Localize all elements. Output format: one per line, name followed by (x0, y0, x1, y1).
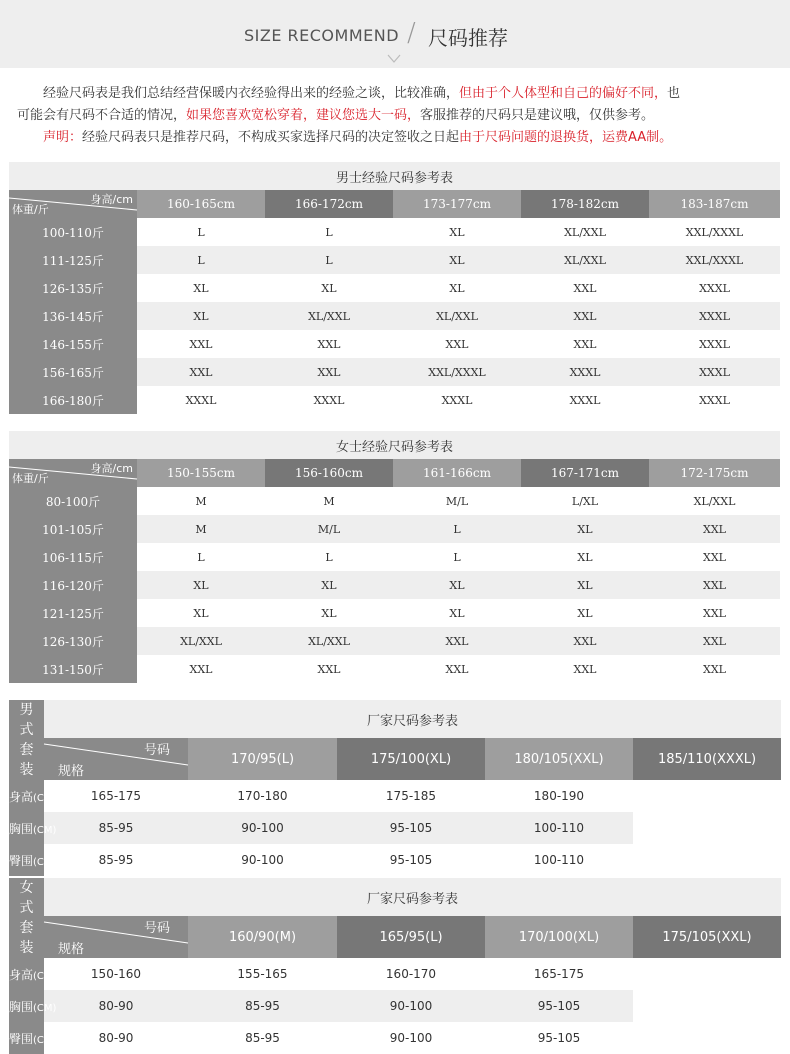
side-char: 男 (19, 702, 34, 718)
corner-height-label: 身高/cm (90, 193, 133, 206)
intro-highlight: 如果您喜欢宽松穿着，建议您选大一码， (186, 108, 421, 123)
column-header: 175/100(XL) (337, 738, 485, 780)
table-row (9, 302, 780, 330)
column-header: 178-182cm (521, 190, 649, 218)
size-cell: XXL (393, 330, 521, 358)
size-cell: XL/XXL (393, 302, 521, 330)
size-cell: XL (393, 599, 521, 627)
table-row (9, 543, 780, 571)
measure-cell: 95-105 (337, 812, 485, 844)
size-cell: XL (137, 274, 265, 302)
size-cell: XXL (521, 627, 649, 655)
size-cell: XXL/XXXL (393, 358, 521, 386)
row-label-text: 胸围 (9, 821, 34, 836)
size-cell: L (137, 218, 265, 246)
side-char: 式 (19, 900, 34, 916)
measure-cell: 85-95 (44, 844, 188, 876)
size-cell: XXXL (649, 302, 780, 330)
size-cell: M/L (393, 487, 521, 515)
corner-height-label: 身高/cm (90, 462, 133, 475)
measure-cell: 90-100 (337, 1022, 485, 1054)
table-row (9, 627, 780, 655)
size-cell: XXL (649, 599, 780, 627)
row-label: 111-125斤 (9, 246, 137, 274)
corner-spec-label: 规格 (58, 942, 85, 957)
measure-cell: 160-170 (337, 958, 485, 990)
intro-text: 可能会有尺码不合适的情况， (17, 108, 187, 123)
size-cell: XXXL (649, 330, 780, 358)
size-cell: XL (521, 571, 649, 599)
size-cell: XL (137, 599, 265, 627)
row-label-unit: (CM) (33, 970, 57, 982)
size-cell: XXL (265, 358, 393, 386)
table-row (9, 599, 780, 627)
size-cell: XXL (265, 330, 393, 358)
row-label-unit: (CM) (33, 856, 57, 868)
column-header: 150-155cm (137, 459, 265, 487)
row-label: 100-110斤 (9, 218, 137, 246)
size-cell: XXXL (649, 274, 780, 302)
measure-cell: 85-95 (188, 1022, 337, 1054)
table-row (9, 812, 781, 844)
measure-cell: 165-175 (44, 780, 188, 812)
row-label: 156-165斤 (9, 358, 137, 386)
column-header: 172-175cm (649, 459, 780, 487)
side-label (9, 878, 44, 958)
row-label: 106-115斤 (9, 543, 137, 571)
size-cell: L (137, 543, 265, 571)
size-cell: XXL (137, 655, 265, 683)
size-cell: XXL (649, 655, 780, 683)
table-row (9, 246, 780, 274)
size-cell: L (393, 515, 521, 543)
men-factory-table (9, 700, 781, 876)
row-label-text: 胸围 (9, 999, 34, 1014)
column-header: 185/110(XXXL) (633, 738, 781, 780)
column-header: 175/105(XXL) (633, 916, 781, 958)
size-cell: M/L (265, 515, 393, 543)
size-cell: XXL (649, 571, 780, 599)
measure-cell: 95-105 (337, 844, 485, 876)
size-cell: XL (521, 599, 649, 627)
table-title: 厂家尺码参考表 (44, 700, 781, 738)
side-char: 套 (19, 920, 34, 936)
row-label: 126-130斤 (9, 627, 137, 655)
column-header: 161-166cm (393, 459, 521, 487)
measure-cell: 155-165 (188, 958, 337, 990)
column-header: 166-172cm (265, 190, 393, 218)
measure-cell: 90-100 (188, 812, 337, 844)
row-label: 136-145斤 (9, 302, 137, 330)
size-cell: XL/XXL (521, 218, 649, 246)
size-cell: XXXL (521, 386, 649, 414)
size-cell: XXXL (521, 358, 649, 386)
size-cell: XL/XXL (649, 487, 780, 515)
size-cell: XXL (649, 543, 780, 571)
table-row (9, 780, 781, 812)
table-corner (44, 738, 188, 780)
measure-cell: 180-190 (485, 780, 633, 812)
table-row (9, 487, 780, 515)
size-cell: L (393, 543, 521, 571)
measure-cell: 150-160 (44, 958, 188, 990)
intro-line-2 (17, 105, 777, 127)
table-row (9, 571, 780, 599)
size-cell: XXL (649, 627, 780, 655)
row-label: 80-100斤 (9, 487, 137, 515)
size-cell: XL (137, 571, 265, 599)
page-header (0, 0, 790, 68)
size-cell: XXL (521, 302, 649, 330)
table-row (9, 218, 780, 246)
measure-cell: 95-105 (485, 1022, 633, 1054)
size-cell: XXXL (137, 386, 265, 414)
row-label (9, 812, 57, 844)
column-header: 173-177cm (393, 190, 521, 218)
row-label-text: 臀围 (9, 853, 34, 868)
table-row (9, 655, 780, 683)
intro-notice (17, 83, 777, 149)
measure-cell: 90-100 (337, 990, 485, 1022)
size-cell: XXL (521, 330, 649, 358)
size-cell: XL (521, 543, 649, 571)
size-cell: L/XL (521, 487, 649, 515)
size-cell: XL (393, 571, 521, 599)
men-size-table (9, 162, 780, 414)
row-label: 101-105斤 (9, 515, 137, 543)
side-char: 装 (19, 940, 34, 956)
measure-cell: 80-90 (44, 990, 188, 1022)
size-cell: L (265, 543, 393, 571)
measure-cell: 100-110 (485, 812, 633, 844)
side-char: 装 (19, 762, 34, 778)
row-label (9, 990, 57, 1022)
size-cell: XL (393, 218, 521, 246)
statement-label: 声明： (43, 130, 83, 145)
column-header: 183-187cm (649, 190, 780, 218)
measure-cell: 85-95 (44, 812, 188, 844)
size-cell: XXL (521, 655, 649, 683)
women-size-table (9, 431, 780, 683)
corner-number-label: 号码 (143, 921, 170, 937)
measure-cell: 165-175 (485, 958, 633, 990)
size-cell: XL/XXL (521, 246, 649, 274)
intro-text: 也 (667, 86, 681, 101)
size-cell: XL (393, 274, 521, 302)
intro-text: 客服推荐的尺码只是建议哦，仅供参考。 (420, 108, 655, 123)
table-row (9, 844, 781, 876)
column-header: 156-160cm (265, 459, 393, 487)
size-cell: XXXL (649, 358, 780, 386)
size-cell: XXXL (393, 386, 521, 414)
row-label-unit: (CM) (33, 1034, 57, 1046)
women-factory-table (9, 878, 781, 1054)
table-row (9, 515, 780, 543)
measure-cell: 170-180 (188, 780, 337, 812)
size-cell: L (265, 246, 393, 274)
size-cell: L (265, 218, 393, 246)
table-title: 厂家尺码参考表 (44, 878, 781, 916)
column-header: 170/95(L) (188, 738, 337, 780)
table-row (9, 330, 780, 358)
row-label: 116-120斤 (9, 571, 137, 599)
measure-cell: 100-110 (485, 844, 633, 876)
size-cell: XXL (265, 655, 393, 683)
row-label (9, 958, 57, 990)
column-header: 180/105(XXL) (485, 738, 633, 780)
intro-highlight: 由于尺码问题的退换货，运费AA制。 (459, 130, 673, 145)
table-row (9, 990, 781, 1022)
header-title-en: SIZE RECOMMEND (244, 26, 400, 45)
row-label: 126-135斤 (9, 274, 137, 302)
row-label-text: 身高 (9, 967, 34, 982)
row-label: 131-150斤 (9, 655, 137, 683)
table-row (9, 274, 780, 302)
size-cell: XL/XXL (265, 302, 393, 330)
table-row (9, 358, 780, 386)
size-cell: XXL (137, 330, 265, 358)
row-label-text: 身高 (9, 789, 34, 804)
size-cell: XL/XXL (265, 627, 393, 655)
size-cell: XL (393, 246, 521, 274)
chevron-down-icon (387, 52, 401, 66)
size-cell: XXL (393, 627, 521, 655)
size-cell: XL (137, 302, 265, 330)
intro-text: 经验尺码表是我们总结经营保暖内衣经验得出来的经验之谈，比较准确， (43, 86, 460, 101)
column-header: 170/100(XL) (485, 916, 633, 958)
size-cell: XXL/XXXL (649, 246, 780, 274)
measure-cell: 80-90 (44, 1022, 188, 1054)
size-cell: XXL (649, 515, 780, 543)
side-label (9, 700, 44, 780)
row-label-unit: (CM) (33, 1002, 57, 1014)
measure-cell: 95-105 (485, 990, 633, 1022)
side-char: 套 (19, 742, 34, 758)
measure-cell: 85-95 (188, 990, 337, 1022)
header-title-cn: 尺码推荐 (428, 26, 508, 50)
table-corner (9, 190, 137, 218)
table-row (9, 386, 780, 414)
size-cell: XL (265, 571, 393, 599)
row-label: 146-155斤 (9, 330, 137, 358)
size-cell: XL (521, 515, 649, 543)
table-title: 男士经验尺码参考表 (9, 162, 780, 190)
size-cell: XXXL (265, 386, 393, 414)
size-cell: XL/XXL (137, 627, 265, 655)
size-cell: XXL (521, 274, 649, 302)
table-row (9, 1022, 781, 1054)
table-corner (44, 916, 188, 958)
row-label (9, 1022, 57, 1054)
header-divider: / (407, 18, 416, 48)
corner-number-label: 号码 (143, 743, 170, 759)
row-label: 121-125斤 (9, 599, 137, 627)
corner-spec-label: 规格 (58, 764, 85, 779)
column-header: 160/90(M) (188, 916, 337, 958)
row-label-unit: (CM) (33, 792, 57, 804)
corner-weight-label: 体重/斤 (12, 203, 49, 216)
intro-highlight: 但由于个人体型和自己的偏好不同， (459, 86, 668, 101)
intro-line-1 (17, 83, 777, 105)
column-header: 165/95(L) (337, 916, 485, 958)
measure-cell: 90-100 (188, 844, 337, 876)
row-label-unit: (CM) (33, 824, 57, 836)
row-label (9, 780, 57, 812)
table-corner (9, 459, 137, 487)
table-row (9, 958, 781, 990)
size-cell: XXL (137, 358, 265, 386)
size-cell: XXL/XXXL (649, 218, 780, 246)
side-char: 式 (19, 722, 34, 738)
size-cell: XL (265, 599, 393, 627)
table-title: 女士经验尺码参考表 (9, 431, 780, 459)
row-label (9, 844, 57, 876)
size-cell: XXXL (649, 386, 780, 414)
intro-line-3 (17, 127, 777, 149)
corner-weight-label: 体重/斤 (12, 472, 49, 485)
side-char: 女 (19, 880, 34, 896)
row-label-text: 臀围 (9, 1031, 34, 1046)
size-cell: M (265, 487, 393, 515)
size-cell: L (137, 246, 265, 274)
measure-cell: 175-185 (337, 780, 485, 812)
size-cell: M (137, 487, 265, 515)
size-cell: XL (265, 274, 393, 302)
column-header: 167-171cm (521, 459, 649, 487)
column-header: 160-165cm (137, 190, 265, 218)
row-label: 166-180斤 (9, 386, 137, 414)
intro-text: 经验尺码表只是推荐尺码，不构成买家选择尺码的决定签收之日起 (82, 130, 460, 145)
size-cell: M (137, 515, 265, 543)
size-cell: XXL (393, 655, 521, 683)
